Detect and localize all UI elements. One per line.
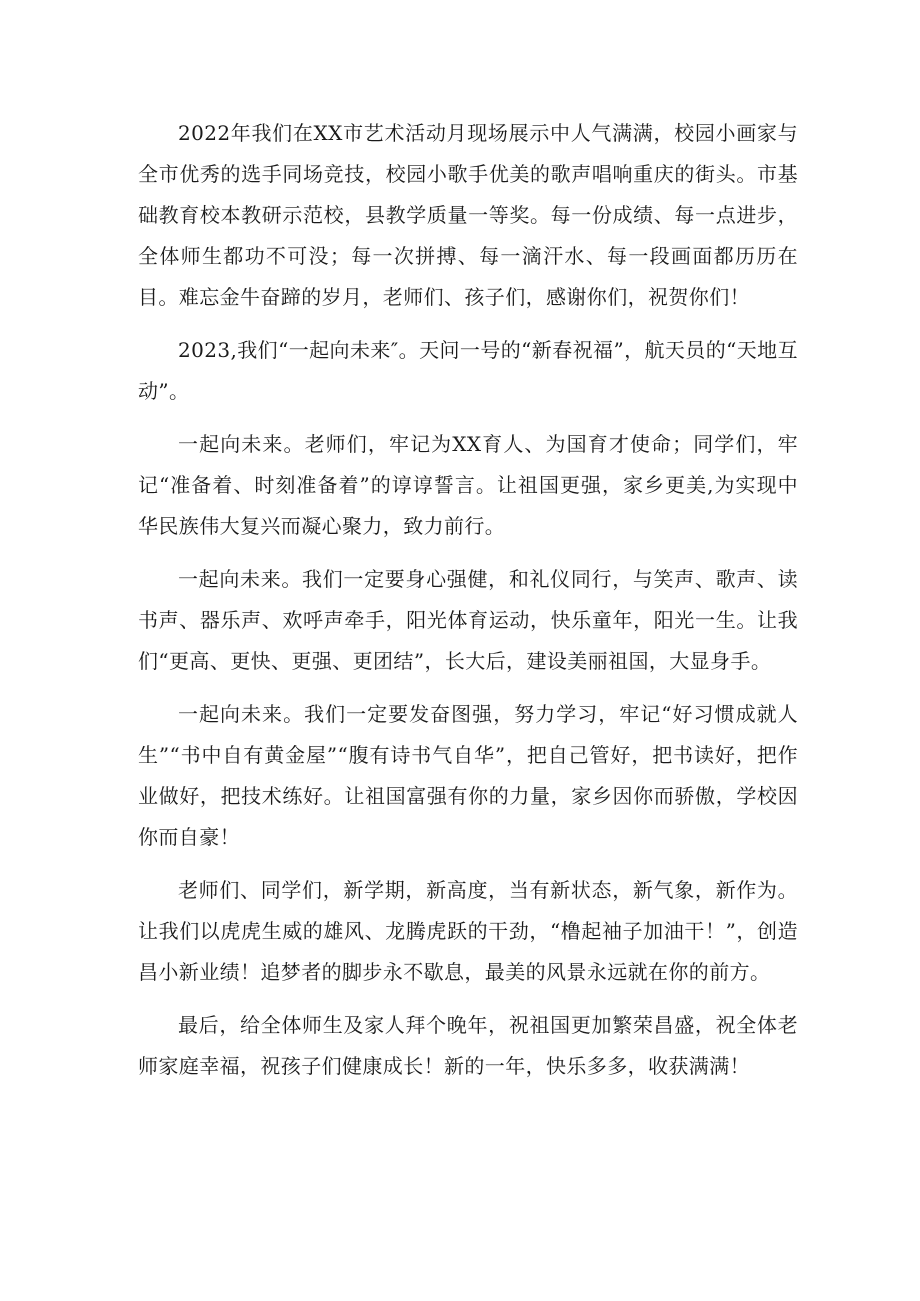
- paragraph-teachers-students: 一起向未来。老师们，牢记为XX育人、为国育才使命；同学们，牢记“准备着、时刻准备着”的谆谆誓言。让祖国更强，家乡更美,为实现中华民族伟大复兴而凝心聚力，致力前行。: [138, 432, 798, 538]
- paragraph-study-hard: 一起向未来。我们一定要发奋图强，努力学习，牢记“好习惯成就人生”“书中自有黄金屋”“腹有诗书气自华”，把自己管好，把书读好，把作业做好，把技术练好。让祖国富强有你的力量，家乡因你而骄傲，学校因你而自豪！: [138, 702, 798, 849]
- paragraph-closing-wishes: 最后，给全体师生及家人拜个晚年，祝祖国更加繁荣昌盛，祝全体老师家庭幸福，祝孩子们健康成长！新的一年，快乐多多，收获满满！: [138, 1013, 798, 1078]
- paragraph-achievements: 2022年我们在XX市艺术活动月现场展示中人气满满，校园小画家与全市优秀的选手同场竞技，校园小歌手优美的歌声唱响重庆的街头。市基础教育校本教研示范校，县教学质量一等奖。每一份成绩、每一点进步，全体师生都功不可没；每一次拼搏、每一滴汗水、每一段画面都历历在目。难忘金牛奋蹄的岁月，老师们、孩子们，感谢你们，祝贺你们！: [138, 121, 798, 309]
- paragraph-2023-future: 2023,我们“一起向未来″。天问一号的“新春祝福”，航天员的“天地互动”。: [138, 338, 798, 403]
- paragraph-healthy-body: 一起向未来。我们一定要身心强健，和礼仪同行，与笑声、歌声、读书声、器乐声、欢呼声牵手，阳光体育运动，快乐童年，阳光一生。让我们“更高、更快、更强、更团结”，长大后，建设美丽祖国，大显身手。: [138, 567, 798, 673]
- paragraph-new-semester: 老师们、同学们，新学期，新高度，当有新状态，新气象，新作为。让我们以虎虎生威的雄风、龙腾虎跃的干劲，“橹起袖子加油干！”，创造昌小新业绩！追梦者的脚步永不歇息，最美的风景永远就在你的前方。: [138, 878, 798, 984]
